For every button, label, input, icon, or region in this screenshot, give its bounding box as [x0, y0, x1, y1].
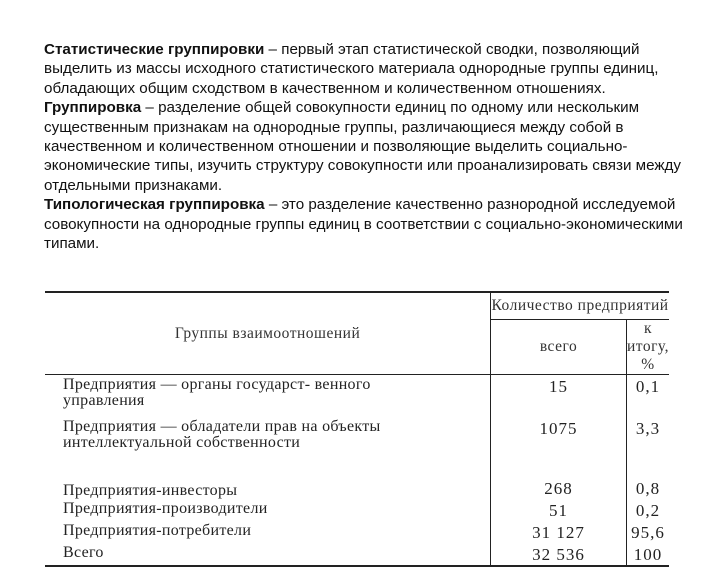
table-row-total: [45, 543, 669, 566]
definition-typological-grouping: [44, 195, 694, 253]
header-groups: Группы взаимоотношений: [45, 292, 491, 375]
row-pct: 100: [633, 544, 663, 564]
row-label: Предприятия-инвесторы: [45, 477, 491, 499]
row-label: Предприятия-потребители: [45, 521, 491, 543]
row-pct: 95,6: [631, 522, 665, 542]
header-total: всего: [491, 320, 627, 375]
row-pct: 0,1: [635, 377, 661, 396]
table-row: [45, 499, 669, 521]
header-pct: к итогу, %: [626, 320, 669, 373]
row-label: Предприятия — органы государст- венного управления: [45, 375, 491, 417]
table-row: [45, 477, 669, 499]
term: Статистические группировки: [44, 41, 265, 58]
definition-grouping: [44, 98, 694, 195]
row-total: 1075: [491, 417, 627, 477]
row-pct: 0,8: [635, 478, 661, 498]
table-row: [45, 375, 669, 417]
table-row: [45, 417, 669, 477]
term: Группировка: [44, 99, 142, 117]
header-count: Количество предприятий: [491, 297, 669, 314]
definition: – это разделение качественно разнородной исследуемой совокупности на однородные группы единиц в соответствии с социально-экономическими типами.: [44, 196, 683, 253]
row-total: 268: [491, 477, 627, 499]
table-row: [45, 521, 669, 543]
row-total: 32 536: [491, 543, 627, 566]
row-total: 15: [491, 375, 627, 417]
row-label: Предприятия-производители: [45, 499, 491, 521]
definition: – разделение общей совокупности единиц по одному или нескольким существенным признакам на однородные группы, различающиеся между собой в качественном и количественном отношении и позволяющие выделить социально-экономические типы, изучить структуру совокупности или проанализировать связи между отдельными признаками.: [44, 99, 681, 194]
row-total: 31 127: [491, 521, 627, 543]
row-pct: 3,3: [635, 418, 661, 438]
definition: – первый этап статистической сводки, позволяющий выделить из массы исходного статистического материала однородные группы единиц, обладающих общим сходством в качественном и количественном отношениях.: [44, 41, 659, 97]
row-label: Предприятия — обладатели прав на объекты интеллектуальной собственности: [45, 417, 491, 477]
term: Типологическая группировка: [44, 196, 265, 214]
enterprise-groups-table: [45, 291, 669, 564]
definitions-text: [44, 40, 694, 253]
row-total: 51: [491, 499, 627, 521]
row-pct: 0,2: [635, 500, 661, 520]
definition-statistical-grouping: [44, 40, 694, 98]
row-label: Всего: [45, 543, 491, 566]
